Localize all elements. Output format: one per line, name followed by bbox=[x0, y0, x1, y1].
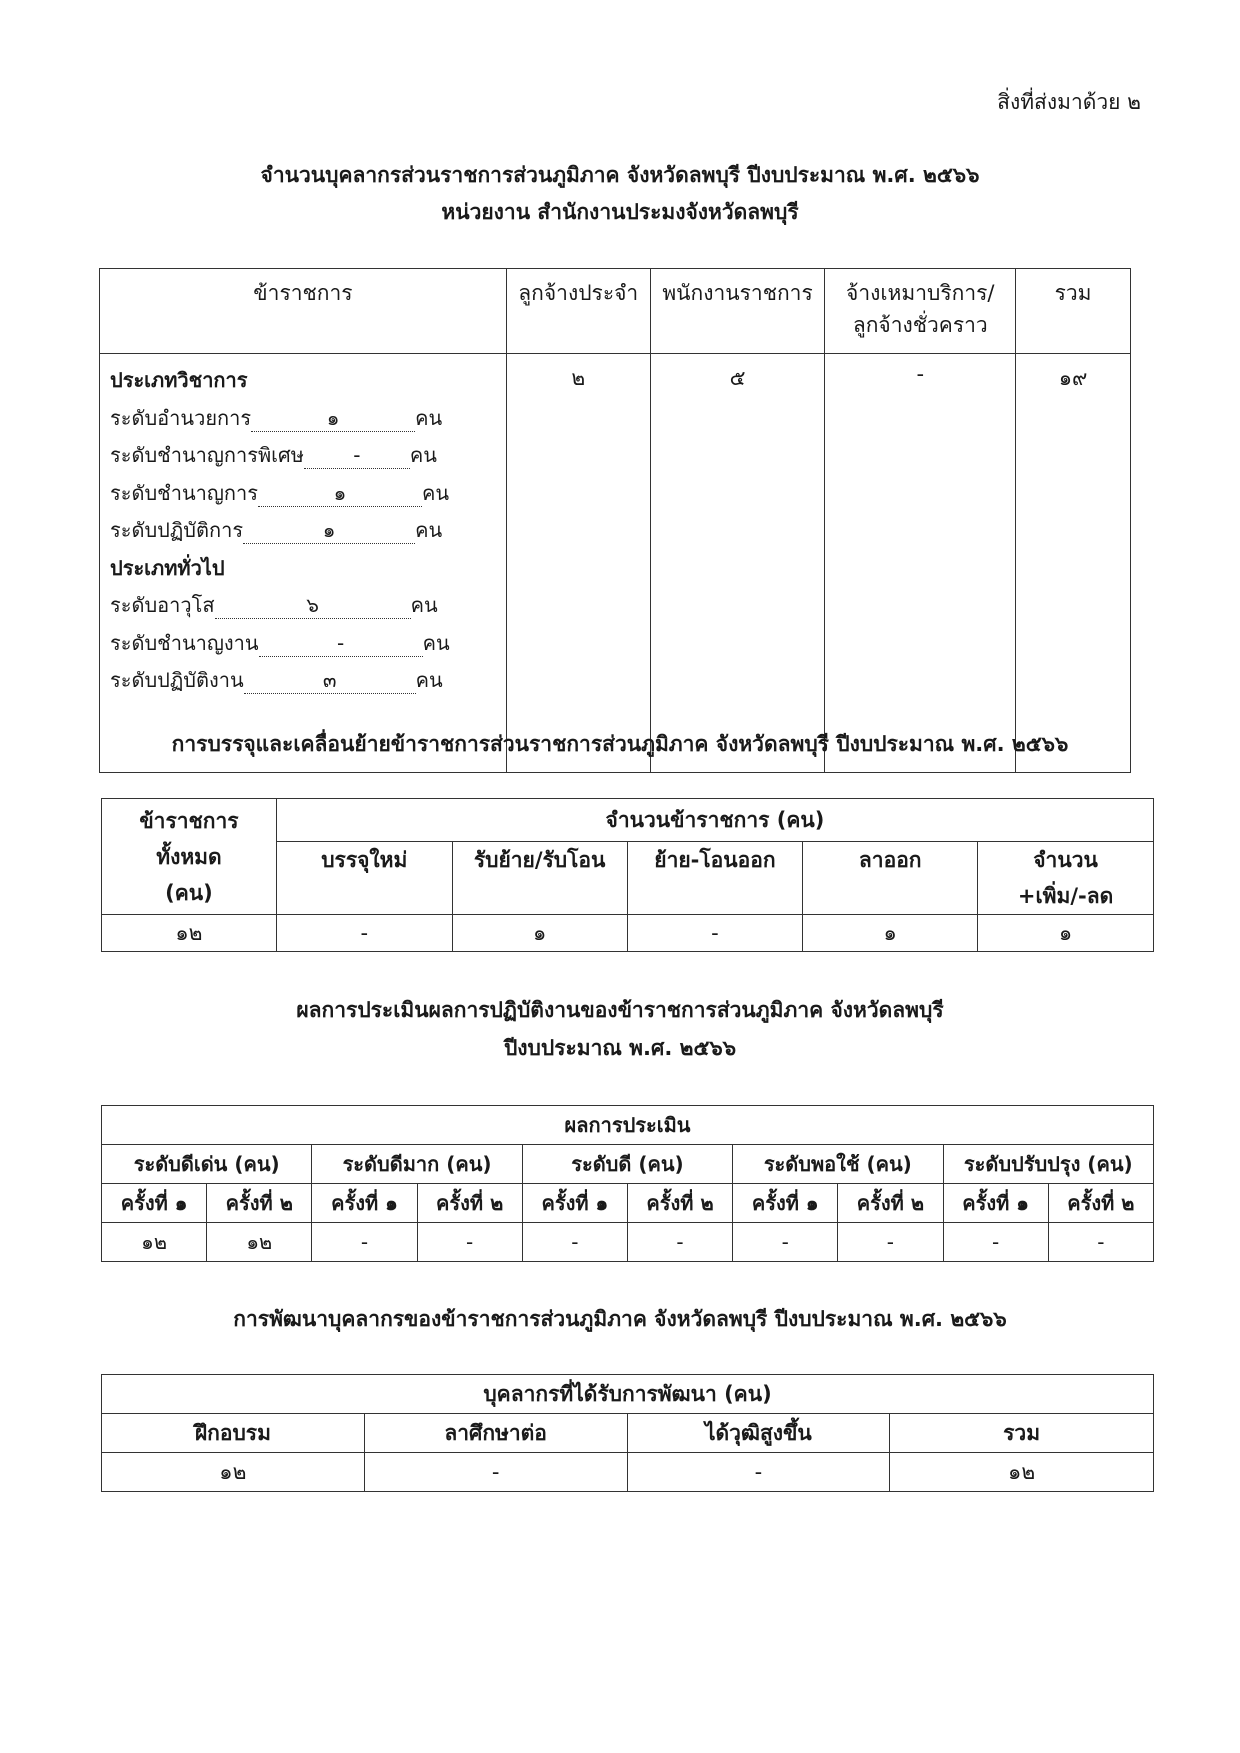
level-row bbox=[110, 625, 506, 663]
header-government-employee: พนักงานราชการ bbox=[650, 269, 825, 354]
header-contract-line2: ลูกจ้างชั่วคราว bbox=[852, 313, 988, 337]
cell-study-leave: - bbox=[364, 1453, 627, 1492]
header-level-excellent: ระดับดีเด่น (คน) bbox=[102, 1145, 312, 1184]
header-net-change bbox=[978, 842, 1154, 915]
table-level-row bbox=[102, 1145, 1154, 1184]
header-all-line3: (คน) bbox=[165, 881, 213, 905]
cell-value: - bbox=[312, 1223, 417, 1262]
unit-label: คน bbox=[415, 405, 443, 430]
header-change-line2: +เพิ่ม/-ลด bbox=[1017, 884, 1114, 908]
evaluation-table bbox=[101, 1105, 1154, 1262]
header-civil-servant: ข้าราชการ bbox=[100, 269, 507, 354]
header-permanent-employee: ลูกจ้างประจำ bbox=[506, 269, 650, 354]
header-higher-degree: ได้วุฒิสูงขึ้น bbox=[627, 1414, 890, 1453]
unit-label: คน bbox=[422, 480, 450, 505]
placement-transfer-table bbox=[101, 798, 1154, 952]
cell-value: - bbox=[943, 1223, 1048, 1262]
level-row bbox=[110, 437, 506, 475]
header-round-2: ครั้งที่ ๒ bbox=[207, 1184, 312, 1223]
cell-resign: ๑ bbox=[803, 915, 978, 952]
cell-net-change: ๑ bbox=[978, 915, 1154, 952]
cell-value: - bbox=[838, 1223, 943, 1262]
section3-title-line1: ผลการประเมินผลการปฏิบัติงานของข้าราชการส่วนภูมิภาค จังหวัดลพบุรี bbox=[296, 998, 944, 1022]
table-row bbox=[102, 915, 1154, 952]
total-count: ๑๙ bbox=[1016, 354, 1131, 773]
cell-transfer-out: - bbox=[627, 915, 803, 952]
cell-training: ๑๒ bbox=[102, 1453, 365, 1492]
header-level-improve: ระดับปรับปรุง (คน) bbox=[943, 1145, 1154, 1184]
header-contract bbox=[825, 269, 1016, 354]
unit-label: คน bbox=[415, 518, 443, 542]
level-label: ระดับอาวุโส bbox=[110, 593, 215, 617]
cell-value: - bbox=[1048, 1223, 1153, 1262]
header-level-good: ระดับดี (คน) bbox=[522, 1145, 732, 1184]
personnel-count-table bbox=[99, 268, 1131, 773]
general-category: ประเภททั่วไป bbox=[110, 555, 225, 580]
level-row bbox=[110, 662, 506, 700]
header-transfer-in: รับย้าย/รับโอน bbox=[452, 842, 627, 915]
header-round-2: ครั้งที่ ๒ bbox=[1048, 1184, 1153, 1223]
header-contract-line1: จ้างเหมาบริการ/ bbox=[846, 281, 995, 305]
table-header-row bbox=[102, 799, 1154, 842]
table-header-row bbox=[102, 1375, 1154, 1414]
header-round-1: ครั้งที่ ๑ bbox=[943, 1184, 1048, 1223]
section1-title-line2: หน่วยงาน สำนักงานประมงจังหวัดลพบุรี bbox=[441, 200, 799, 224]
header-round-2: ครั้งที่ ๒ bbox=[627, 1184, 732, 1223]
header-study-leave: ลาศึกษาต่อ bbox=[364, 1414, 627, 1453]
table-body-row bbox=[100, 354, 1131, 773]
header-all-line1: ข้าราชการ bbox=[139, 809, 239, 833]
level-value: ๖ bbox=[215, 592, 411, 619]
header-round-2: ครั้งที่ ๒ bbox=[417, 1184, 522, 1223]
header-change-line1: จำนวน bbox=[1033, 848, 1098, 872]
header-total: รวม bbox=[1016, 269, 1131, 354]
level-row bbox=[110, 400, 506, 438]
level-row bbox=[110, 512, 506, 550]
header-round-1: ครั้งที่ ๑ bbox=[102, 1184, 207, 1223]
government-employee-count: ๕ bbox=[650, 354, 825, 773]
cell-value: - bbox=[417, 1223, 522, 1262]
table-header-row bbox=[102, 1106, 1154, 1145]
level-value: - bbox=[259, 630, 423, 657]
cell-value: ๑๒ bbox=[207, 1223, 312, 1262]
cell-higher-degree: - bbox=[627, 1453, 890, 1492]
header-round-1: ครั้งที่ ๑ bbox=[733, 1184, 838, 1223]
header-evaluation: ผลการประเมิน bbox=[102, 1106, 1154, 1145]
header-transfer-out: ย้าย-โอนออก bbox=[627, 842, 803, 915]
level-label: ระดับปฏิบัติการ bbox=[110, 518, 244, 542]
unit-label: คน bbox=[409, 443, 437, 467]
academic-category: ประเภทวิชาการ bbox=[110, 368, 248, 392]
header-developed-personnel: บุคลากรที่ได้รับการพัฒนา (คน) bbox=[102, 1375, 1154, 1414]
section2-title: การบรรจุและเคลื่อนย้ายข้าราชการส่วนราชการส่วนภูมิภาค จังหวัดลพบุรี ปีงบประมาณ พ.ศ. ๒๕๖๖ bbox=[171, 732, 1069, 756]
header-resign: ลาออก bbox=[803, 842, 978, 915]
attachment-label: สิ่งที่ส่งมาด้วย ๒ bbox=[997, 90, 1141, 114]
table-header-row bbox=[100, 269, 1131, 354]
table-round-row bbox=[102, 1184, 1154, 1223]
level-value: ๑ bbox=[243, 517, 415, 544]
level-row bbox=[110, 587, 506, 625]
cell-total: ๑๒ bbox=[102, 915, 277, 952]
level-label: ระดับชำนาญการ bbox=[110, 480, 258, 505]
header-all-civil-servants bbox=[102, 799, 277, 915]
header-level-fair: ระดับพอใช้ (คน) bbox=[733, 1145, 943, 1184]
header-level-very-good: ระดับดีมาก (คน) bbox=[312, 1145, 522, 1184]
unit-label: คน bbox=[415, 668, 443, 692]
header-group: จำนวนข้าราชการ (คน) bbox=[276, 799, 1153, 842]
level-label: ระดับชำนาญการพิเศษ bbox=[110, 443, 304, 467]
header-round-1: ครั้งที่ ๑ bbox=[312, 1184, 417, 1223]
header-total: รวม bbox=[890, 1414, 1154, 1453]
cell-value: - bbox=[522, 1223, 627, 1262]
cell-transfer-in: ๑ bbox=[452, 915, 627, 952]
header-all-line2: ทั้งหมด bbox=[156, 845, 222, 869]
cell-value: - bbox=[733, 1223, 838, 1262]
development-table bbox=[101, 1374, 1154, 1492]
cell-value: - bbox=[627, 1223, 732, 1262]
header-round-2: ครั้งที่ ๒ bbox=[838, 1184, 943, 1223]
header-new-placement: บรรจุใหม่ bbox=[276, 842, 452, 915]
table-row bbox=[102, 1223, 1154, 1262]
table-subheader-row bbox=[102, 1414, 1154, 1453]
unit-label: คน bbox=[422, 630, 450, 655]
civil-servant-breakdown bbox=[100, 354, 507, 773]
cell-new-placement: - bbox=[276, 915, 452, 952]
section1-title-line1: จำนวนบุคลากรส่วนราชการส่วนภูมิภาค จังหวัดลพบุรี ปีงบประมาณ พ.ศ. ๒๕๖๖ bbox=[260, 163, 980, 187]
unit-label: คน bbox=[410, 593, 438, 617]
level-label: ระดับปฏิบัติงาน bbox=[110, 668, 244, 692]
level-value: - bbox=[304, 442, 410, 469]
level-value: ๓ bbox=[244, 667, 416, 694]
cell-total: ๑๒ bbox=[890, 1453, 1154, 1492]
contract-count: - bbox=[825, 354, 1016, 773]
header-round-1: ครั้งที่ ๑ bbox=[522, 1184, 627, 1223]
level-row bbox=[110, 475, 506, 513]
cell-value: ๑๒ bbox=[102, 1223, 207, 1262]
section3-title-line2: ปีงบประมาณ พ.ศ. ๒๕๖๖ bbox=[503, 1036, 737, 1060]
permanent-employee-count: ๒ bbox=[506, 354, 650, 773]
level-value: ๑ bbox=[251, 405, 415, 432]
level-label: ระดับชำนาญงาน bbox=[110, 630, 259, 655]
header-training: ฝึกอบรม bbox=[102, 1414, 365, 1453]
table-row bbox=[102, 1453, 1154, 1492]
level-value: ๑ bbox=[258, 480, 422, 507]
level-label: ระดับอำนวยการ bbox=[110, 405, 252, 430]
section4-title: การพัฒนาบุคลากรของข้าราชการส่วนภูมิภาค จังหวัดลพบุรี ปีงบประมาณ พ.ศ. ๒๕๖๖ bbox=[233, 1307, 1007, 1331]
